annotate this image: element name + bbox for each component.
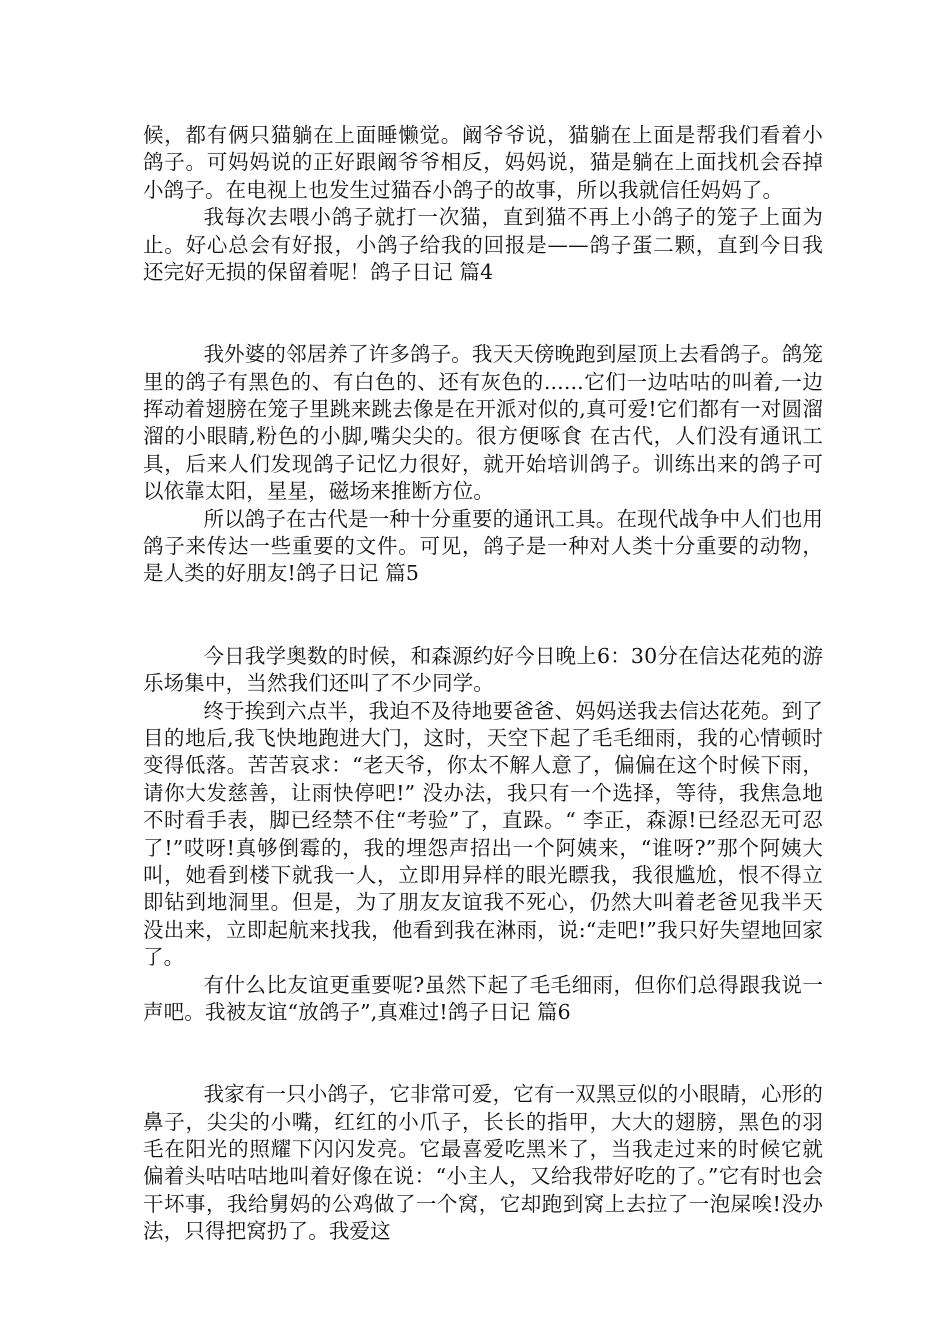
paragraph: 有什么比友谊更重要呢?虽然下起了毛毛细雨，但你们总得跟我说一声吧。我被友谊“放鸽子”,真难过!鸽子日记 篇6: [143, 972, 823, 1024]
paragraph: 候，都有俩只猫躺在上面睡懒觉。阚爷爷说，猫躺在上面是帮我们看着小鸽子。可妈妈说的正好跟阚爷爷相反，妈妈说，猫是躺在上面找机会吞掉小鸽子。在电视上也发生过猫吞小鸽子的故事，所以我就信任妈妈了。: [143, 123, 823, 202]
paragraph-gap: [143, 1026, 823, 1081]
paragraph: 所以鸽子在古代是一种十分重要的通讯工具。在现代战争中人们也用鸽子来传达一些重要的文件。可见，鸽子是一种对人类十分重要的动物，是人类的好朋友!鸽子日记 篇5: [143, 506, 823, 586]
paragraph-gap: [143, 588, 823, 643]
document-page: [143, 122, 823, 1246]
paragraph: 我家有一只小鸽子，它非常可爱，它有一双黑豆似的小眼睛，心形的鼻子，尖尖的小嘴，红红的小爪子，长长的指甲，大大的翅膀，黑色的羽毛在阳光的照耀下闪闪发亮。它最喜爱吃黑米了，当我走过来的时候它就偏着头咕咕咕地叫着好像在说：“小主人，又给我带好吃的了。”它有时也会干坏事，我给舅妈的公鸡做了一个窝，它却跑到窝上去拉了一泡屎唉!没办法，只得把窝扔了。我爱这: [143, 1082, 823, 1244]
paragraph: 我每次去喂小鸽子就打一次猫，直到猫不再上小鸽子的笼子上面为止。好心总会有好报，小鸽子给我的回报是——鸽子蛋二颗，直到今日我还完好无损的保留着呢！鸽子日记 篇4: [143, 205, 823, 285]
paragraph-gap: [143, 286, 823, 341]
paragraph: 终于挨到六点半，我迫不及待地要爸爸、妈妈送我去信达花苑。到了目的地后,我飞快地跑进大门，这时，天空下起了毛毛细雨，我的心情顿时变得低落。苦苦哀求：“老天爷，你太不解人意了，偏偏在这个时候下雨，请你大发慈善，让雨快停吧!” 没办法，我只有一个选择，等待，我焦急地不时看手表，脚已经禁不住“考验”了，直跺。“ 李正，森源!已经忍无可忍了!”哎呀!真够倒霉的，我的埋怨声招出一个阿姨来，“谁呀?”那个阿姨大叫，她看到楼下就我一人，立即用异样的眼光瞟我，我很尴尬，恨不得立即钻到地洞里。但是，为了朋友友谊我不死心，仍然大叫着老爸见我半天没出来，立即起航来找我，他看到我在淋雨，说:“走吧!”我只好失望地回家了。: [143, 698, 823, 970]
paragraph: 今日我学奥数的时候，和森源约好今日晚上6：30分在信达花苑的游乐场集中，当然我们还叫了不少同学。: [143, 643, 823, 696]
paragraph: 我外婆的邻居养了许多鸽子。我天天傍晚跑到屋顶上去看鸽子。鸽笼里的鸽子有黑色的、有白色的、还有灰色的......它们一边咕咕的叫着,一边挥动着翅膀在笼子里跳来跳去像是在开派对似的,真可爱!它们都有一对圆溜溜的小眼睛,粉色的小脚,嘴尖尖的。很方便啄食 在古代，人们没有通讯工具，后来人们发现鸽子记忆力很好，就开始培训鸽子。训练出来的鸽子可以依靠太阳，星星，磁场来推断方位。: [143, 342, 823, 504]
